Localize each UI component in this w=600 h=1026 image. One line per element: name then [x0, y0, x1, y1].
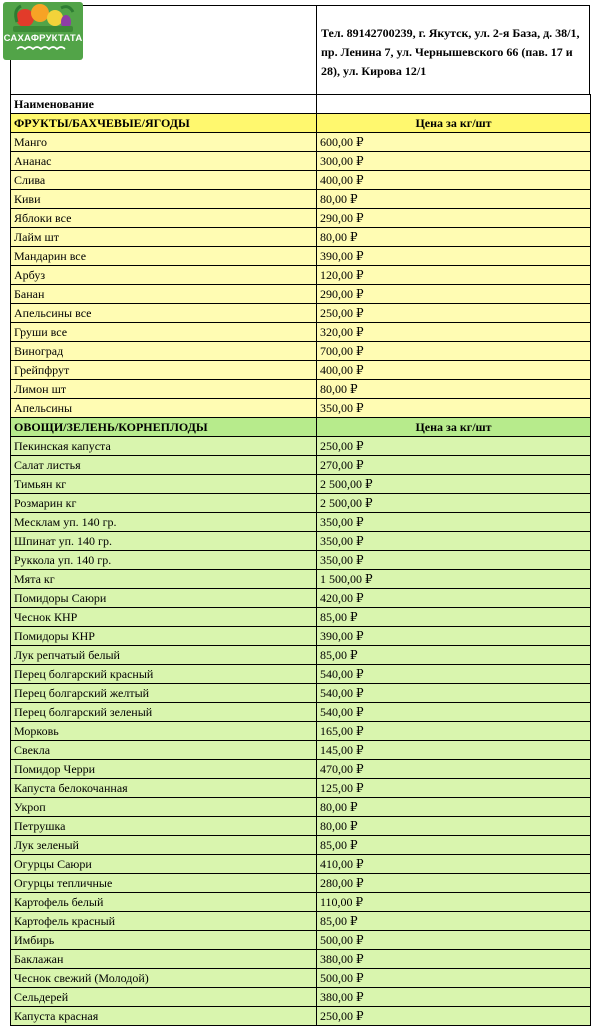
product-name: Капуста белокочанная [11, 779, 317, 798]
product-price: 290,00 ₽ [317, 209, 591, 228]
table-row [11, 399, 591, 418]
product-name: Розмарин кг [11, 494, 317, 513]
product-name: Пекинская капуста [11, 437, 317, 456]
product-name: Арбуз [11, 266, 317, 285]
table-row [11, 228, 591, 247]
product-name: Мандарин все [11, 247, 317, 266]
product-name: Лайм шт [11, 228, 317, 247]
product-price: 80,00 ₽ [317, 798, 591, 817]
product-price: 700,00 ₽ [317, 342, 591, 361]
table-row [11, 494, 591, 513]
table-row [11, 608, 591, 627]
product-price: 250,00 ₽ [317, 437, 591, 456]
product-price: 350,00 ₽ [317, 513, 591, 532]
table-row [11, 950, 591, 969]
table-row [11, 323, 591, 342]
product-price: 320,00 ₽ [317, 323, 591, 342]
product-price: 120,00 ₽ [317, 266, 591, 285]
product-price: 85,00 ₽ [317, 646, 591, 665]
price-table [10, 94, 591, 1026]
product-price: 125,00 ₽ [317, 779, 591, 798]
product-name: Свекла [11, 741, 317, 760]
product-name: Ананас [11, 152, 317, 171]
product-name: Имбирь [11, 931, 317, 950]
table-row [11, 627, 591, 646]
table-row [11, 646, 591, 665]
product-price: 380,00 ₽ [317, 950, 591, 969]
product-price: 410,00 ₽ [317, 855, 591, 874]
table-row [11, 741, 591, 760]
product-name: Мята кг [11, 570, 317, 589]
table-row [11, 152, 591, 171]
product-price: 420,00 ₽ [317, 589, 591, 608]
table-row [11, 665, 591, 684]
product-price: 350,00 ₽ [317, 532, 591, 551]
fruits-section-header [11, 114, 591, 133]
table-row [11, 912, 591, 931]
brand-logo [3, 2, 83, 60]
product-price: 540,00 ₽ [317, 703, 591, 722]
product-price: 85,00 ₽ [317, 836, 591, 855]
table-row [11, 570, 591, 589]
table-row [11, 190, 591, 209]
product-price: 80,00 ₽ [317, 817, 591, 836]
product-price: 2 500,00 ₽ [317, 494, 591, 513]
fruit-basket-icon [3, 2, 83, 60]
table-row [11, 247, 591, 266]
product-name: Огурцы тепличные [11, 874, 317, 893]
product-price: 350,00 ₽ [317, 399, 591, 418]
header-row [3, 5, 590, 94]
price-column-header: Цена за кг/шт [317, 114, 591, 133]
price-column-header: Цена за кг/шт [317, 418, 591, 437]
product-name: Банан [11, 285, 317, 304]
product-price: 1 500,00 ₽ [317, 570, 591, 589]
product-name: Манго [11, 133, 317, 152]
product-price: 85,00 ₽ [317, 608, 591, 627]
product-name: Яблоки все [11, 209, 317, 228]
product-price: 380,00 ₽ [317, 988, 591, 1007]
table-row [11, 931, 591, 950]
product-price: 300,00 ₽ [317, 152, 591, 171]
section-title: ФРУКТЫ/БАХЧЕВЫЕ/ЯГОДЫ [11, 114, 317, 133]
table-row [11, 703, 591, 722]
product-name: Шпинат уп. 140 гр. [11, 532, 317, 551]
product-price: 290,00 ₽ [317, 285, 591, 304]
product-price: 390,00 ₽ [317, 627, 591, 646]
table-row [11, 551, 591, 570]
product-price: 250,00 ₽ [317, 1007, 591, 1026]
product-name: Сельдерей [11, 988, 317, 1007]
product-name: Виноград [11, 342, 317, 361]
contacts-text: Тел. 89142700239, г. Якутск, ул. 2-я База, д. 38/1, пр. Ленина 7, ул. Чернышевского 66 (пав. 17 и 28), ул. Кирова 12/1 [321, 26, 580, 78]
product-name: Чеснок КНР [11, 608, 317, 627]
table-row [11, 988, 591, 1007]
product-name: Перец болгарский желтый [11, 684, 317, 703]
table-row [11, 532, 591, 551]
section-title: ОВОЩИ/ЗЕЛЕНЬ/КОРНЕПЛОДЫ [11, 418, 317, 437]
product-price: 80,00 ₽ [317, 190, 591, 209]
product-name: Слива [11, 171, 317, 190]
product-price: 2 500,00 ₽ [317, 475, 591, 494]
name-header-row [11, 95, 591, 114]
logo-cell [3, 6, 317, 94]
table-row [11, 513, 591, 532]
table-row [11, 893, 591, 912]
table-row [11, 798, 591, 817]
product-name: Баклажан [11, 950, 317, 969]
empty-header-cell [317, 95, 591, 114]
table-row [11, 285, 591, 304]
product-name: Картофель красный [11, 912, 317, 931]
table-row [11, 684, 591, 703]
product-name: Картофель белый [11, 893, 317, 912]
product-name: Груши все [11, 323, 317, 342]
table-row [11, 437, 591, 456]
product-price: 400,00 ₽ [317, 171, 591, 190]
product-name: Руккола уп. 140 гр. [11, 551, 317, 570]
product-name: Месклам уп. 140 гр. [11, 513, 317, 532]
product-name: Морковь [11, 722, 317, 741]
product-name: Тимьян кг [11, 475, 317, 494]
table-row [11, 1007, 591, 1026]
table-row [11, 171, 591, 190]
product-price: 500,00 ₽ [317, 931, 591, 950]
product-price: 500,00 ₽ [317, 969, 591, 988]
product-name: Петрушка [11, 817, 317, 836]
product-name: Лук репчатый белый [11, 646, 317, 665]
product-name: Помидоры КНР [11, 627, 317, 646]
product-name: Помидоры Саюри [11, 589, 317, 608]
product-price: 80,00 ₽ [317, 380, 591, 399]
product-price: 250,00 ₽ [317, 304, 591, 323]
product-name: Лук зеленый [11, 836, 317, 855]
product-name: Апельсины [11, 399, 317, 418]
table-row [11, 760, 591, 779]
name-column-header: Наименование [11, 95, 317, 114]
product-price: 165,00 ₽ [317, 722, 591, 741]
product-name: Грейпфрут [11, 361, 317, 380]
table-row [11, 342, 591, 361]
product-name: Киви [11, 190, 317, 209]
product-name: Чеснок свежий (Молодой) [11, 969, 317, 988]
product-price: 80,00 ₽ [317, 228, 591, 247]
product-price: 400,00 ₽ [317, 361, 591, 380]
table-row [11, 304, 591, 323]
product-price: 540,00 ₽ [317, 665, 591, 684]
table-row [11, 209, 591, 228]
product-name: Перец болгарский красный [11, 665, 317, 684]
table-row [11, 589, 591, 608]
product-price: 85,00 ₽ [317, 912, 591, 931]
table-row [11, 969, 591, 988]
table-row [11, 456, 591, 475]
product-name: Перец болгарский зеленый [11, 703, 317, 722]
product-name: Салат листья [11, 456, 317, 475]
product-name: Помидор Черри [11, 760, 317, 779]
product-price: 540,00 ₽ [317, 684, 591, 703]
table-row [11, 475, 591, 494]
table-row [11, 722, 591, 741]
table-row [11, 779, 591, 798]
table-row [11, 380, 591, 399]
product-name: Укроп [11, 798, 317, 817]
product-name: Капуста красная [11, 1007, 317, 1026]
product-price: 390,00 ₽ [317, 247, 591, 266]
product-price: 145,00 ₽ [317, 741, 591, 760]
product-price: 110,00 ₽ [317, 893, 591, 912]
table-row [11, 361, 591, 380]
product-price: 600,00 ₽ [317, 133, 591, 152]
price-list-sheet [3, 5, 590, 1026]
vegetables-section-header [11, 418, 591, 437]
table-row [11, 855, 591, 874]
table-row [11, 266, 591, 285]
product-price: 270,00 ₽ [317, 456, 591, 475]
product-price: 470,00 ₽ [317, 760, 591, 779]
table-row [11, 874, 591, 893]
product-name: Огурцы Саюри [11, 855, 317, 874]
product-name: Апельсины все [11, 304, 317, 323]
table-row [11, 836, 591, 855]
product-price: 350,00 ₽ [317, 551, 591, 570]
product-price: 280,00 ₽ [317, 874, 591, 893]
table-row [11, 133, 591, 152]
logo-text: САХАФРУКТАТА [3, 33, 83, 44]
table-row [11, 817, 591, 836]
product-name: Лимон шт [11, 380, 317, 399]
